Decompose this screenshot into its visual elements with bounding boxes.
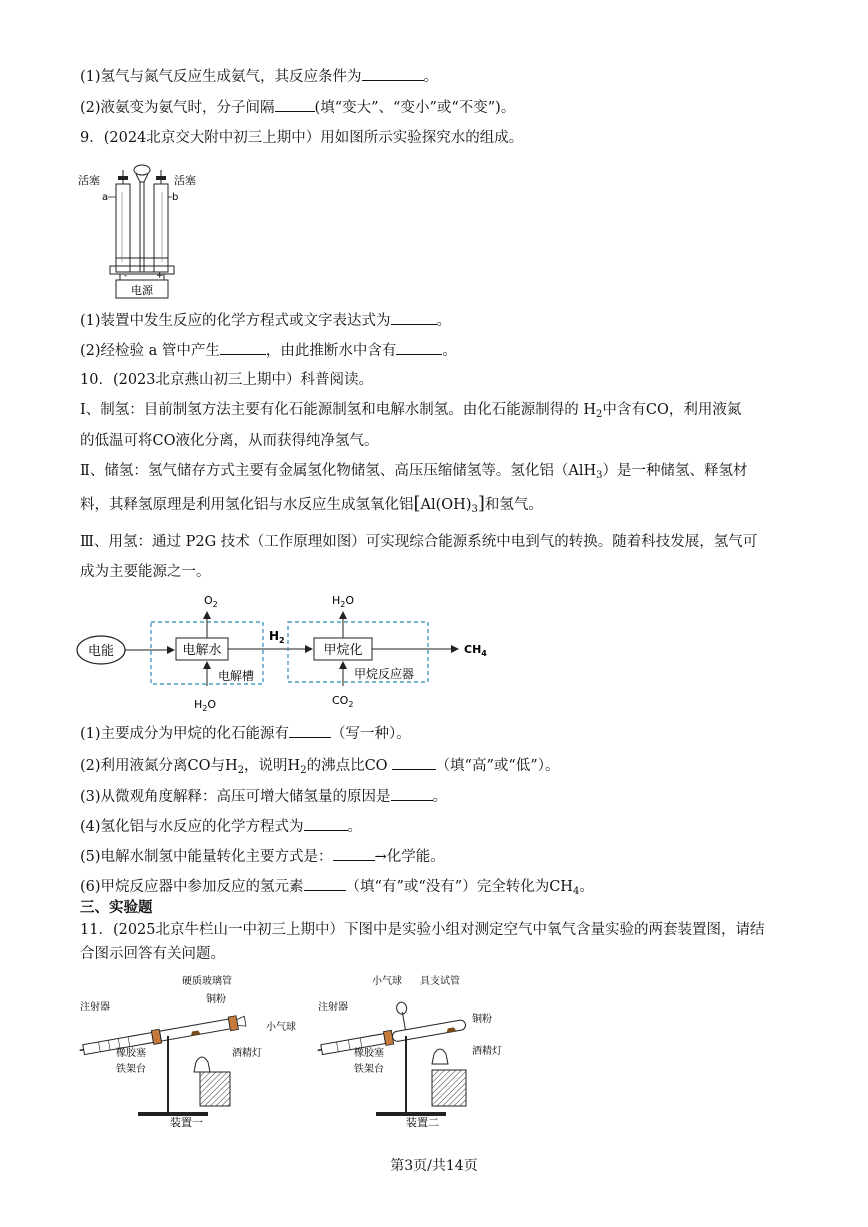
text: ，说明H <box>244 758 301 774</box>
lamp-label: 酒精灯 <box>232 1048 262 1059</box>
q11-heading-line-1: 11．(2025北京牛栏山一中初三上期中）下图中是实验小组对测定空气中氧气含量实验的两套装置图，请结 <box>80 922 765 938</box>
text: (5)电解水制氢中能量转化主要方式是： <box>80 849 333 865</box>
copper-label: 铜粉 <box>206 994 226 1005</box>
answer-blank[interactable] <box>392 755 436 770</box>
h2o-bottom-label: $H_2O$ <box>194 698 217 712</box>
answer-blank[interactable] <box>362 66 424 81</box>
punct: 。 <box>432 789 448 805</box>
punct: 。 <box>436 313 452 329</box>
power-label: 电源 <box>131 284 153 297</box>
text: （填“有”或“没有”）完全转化为CH <box>345 879 573 895</box>
answer-blank[interactable] <box>396 340 442 355</box>
methanation-label: 甲烷化 <box>323 643 363 658</box>
text: 和氢气。 <box>484 497 543 513</box>
reactor-label: 甲烷反应器 <box>353 667 415 681</box>
q10-line-2 <box>80 755 559 781</box>
syringe-label: 注射器 <box>80 1002 110 1013</box>
lamp-label: 酒精灯 <box>472 1046 502 1057</box>
text: （写一种）。 <box>331 726 411 742</box>
copper-label: 铜粉 <box>472 1014 492 1025</box>
tube-label: 具支试管 <box>420 976 460 987</box>
q10-line-5 <box>80 846 445 867</box>
stand-label: 铁架台 <box>354 1064 384 1075</box>
electric-label: 电能 <box>87 644 115 659</box>
q8-s2-hint: (填“变大”、“变小”或“不变”)。 <box>314 100 516 116</box>
subscript: 4 <box>572 886 580 897</box>
text: 的沸点比CO <box>306 758 388 774</box>
text: 料，其释氢原理是利用氢化铝与水反应生成氢氧化铝 <box>80 497 414 513</box>
answer-blank[interactable] <box>333 846 375 861</box>
section-heading: 三、实验题 <box>80 900 153 916</box>
q9-heading: 9．(2024北京交大附中初三上期中）用如图所示实验探究水的组成。 <box>80 130 524 146</box>
text: 中含有CO，利用液氮 <box>602 402 742 418</box>
stand-label: 铁架台 <box>116 1064 146 1075</box>
text: ）是一种储氢、释氢材 <box>602 463 748 479</box>
cell-label: 电解槽 <box>217 669 255 683</box>
subscript: 2 <box>300 765 307 776</box>
text: (3)从微观角度解释：高压可增大储氢量的原因是 <box>80 789 391 805</box>
answer-blank[interactable] <box>391 786 433 801</box>
punct: 。 <box>442 343 457 359</box>
q8-s1-text: (1)氢气与氮气反应生成氨气，其反应条件为 <box>80 69 362 85</box>
q11-heading-line-2: 合图示回答有关问题。 <box>80 946 225 962</box>
balloon-label: 小气球 <box>372 976 402 987</box>
left-valve-label: 活塞 <box>78 174 100 187</box>
balloon-label: 小气球 <box>266 1022 296 1033</box>
answer-blank[interactable] <box>220 340 266 355</box>
apparatus-two-diagram <box>316 972 526 1128</box>
q9-line-1 <box>80 310 451 331</box>
formula: Al(OH) <box>420 497 472 513</box>
q10-para-2-line-2 <box>80 494 543 520</box>
page-footer: 第3页/共14页 <box>390 1158 478 1174</box>
h2-label: $H_2$ <box>269 629 285 645</box>
tube-label: 硬质玻璃管 <box>182 976 232 987</box>
answer-blank[interactable] <box>391 310 437 325</box>
co2-label: $CO_2$ <box>332 694 354 709</box>
q10-para-2-line-1 <box>80 461 747 486</box>
subscript: 3 <box>596 470 603 481</box>
punct: 。 <box>579 879 594 895</box>
syringe-label: 注射器 <box>318 1002 348 1013</box>
electrolysis-label: 电解水 <box>182 643 222 658</box>
q10-line-6 <box>80 876 594 902</box>
q10-para-1-line-2: 的低温可将CO液化分离，从而获得纯净氢气。 <box>80 433 379 449</box>
bracket-close: ] <box>477 493 485 514</box>
o2-label: $O_2$ <box>204 594 218 609</box>
q9-s2-text: (2)经检验 a 管中产生 <box>80 343 220 359</box>
q10-heading: 10．(2023北京燕山初三上期中）科普阅读。 <box>80 372 374 388</box>
ch4-label: $CH_4$ <box>464 643 487 658</box>
subscript: 2 <box>595 409 603 420</box>
bracket-open: [ <box>413 493 421 514</box>
text: （填“高”或“低”）。 <box>435 758 560 774</box>
subscript: 3 <box>471 504 478 515</box>
text: →化学能。 <box>374 849 445 865</box>
minus-label: - <box>124 271 128 281</box>
q10-para-3-line-2: 成为主要能源之一。 <box>80 564 211 580</box>
answer-blank[interactable] <box>275 97 315 112</box>
q10-line-1 <box>80 723 411 744</box>
q10-para-3-line-1: Ⅲ、用氢：通过 P2G 技术（工作原理如图）可实现综合能源系统中电到气的转换。随着科技发展，氢气可 <box>80 534 758 550</box>
apparatus-two-caption: 装置二 <box>406 1116 439 1128</box>
answer-blank[interactable] <box>304 816 348 831</box>
h2o-top-label: $H_2O$ <box>332 594 355 609</box>
apparatus-one-diagram <box>78 972 308 1128</box>
electrolysis-apparatus-diagram <box>76 162 206 302</box>
answer-blank[interactable] <box>304 876 346 891</box>
tube-b-label: b <box>172 192 179 203</box>
q8-s2-text: (2)液氨变为氨气时，分子间隔 <box>80 100 275 116</box>
right-valve-label: 活塞 <box>174 174 196 187</box>
p2g-flow-diagram <box>76 588 516 712</box>
answer-blank[interactable] <box>289 723 331 738</box>
q9-s2-text-b: ，由此推断水中含有 <box>265 343 397 359</box>
q10-para-1-line-1 <box>80 400 741 425</box>
q10-line-4 <box>80 816 362 837</box>
punct: 。 <box>347 819 363 835</box>
q9-line-2 <box>80 340 457 361</box>
q9-s1-text: (1)装置中发生反应的化学方程式或文字表达式为 <box>80 313 391 329</box>
punct: 。 <box>423 69 439 85</box>
apparatus-one-caption: 装置一 <box>170 1116 203 1128</box>
text: (6)甲烷反应器中参加反应的氢元素 <box>80 879 304 895</box>
q10-line-3 <box>80 786 447 807</box>
text: (4)氢化铝与水反应的化学方程式为 <box>80 819 304 835</box>
plus-label: + <box>156 271 164 281</box>
stopper-label: 橡胶塞 <box>116 1048 146 1059</box>
q8-line-1 <box>80 66 438 87</box>
text: Ⅰ、制氢：目前制氢方法主要有化石能源制氢和电解水制氢。由化石能源制得的 H <box>80 402 596 418</box>
text: (1)主要成分为甲烷的化石能源有 <box>80 726 290 742</box>
text: (2)利用液氮分离CO与H <box>80 758 238 774</box>
q8-line-2 <box>80 97 515 118</box>
text: Ⅱ、储氢：氢气储存方式主要有金属氢化物储氢、高压压缩储氢等。氢化铝（AlH <box>80 463 597 479</box>
subscript: 2 <box>237 765 245 776</box>
tube-a-label: a <box>102 192 109 203</box>
stopper-label: 橡胶塞 <box>354 1048 384 1059</box>
